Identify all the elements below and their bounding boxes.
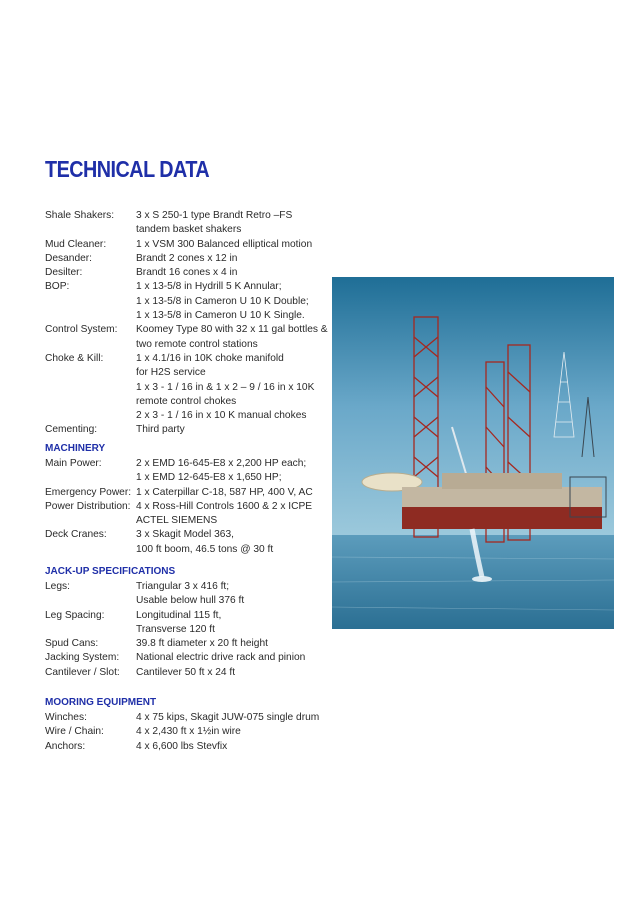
spec-row: [45, 725, 345, 739]
spec-value-line: 4 x 6,600 lbs Stevfix: [136, 740, 228, 752]
spec-value: [136, 711, 345, 725]
spec-label: Choke & Kill:: [45, 352, 104, 364]
section-heading-mooring: MOORING EQUIPMENT: [45, 697, 157, 708]
spec-value: [136, 651, 345, 665]
spec-value-line: Third party: [136, 424, 185, 436]
spec-label: Anchors:: [45, 740, 86, 752]
spec-value: [136, 528, 345, 557]
spec-value-line: 1 x Caterpillar C-18, 587 HP, 400 V, AC: [136, 486, 313, 498]
spec-row: [45, 651, 345, 665]
general-specs: [45, 209, 345, 438]
spec-value-line: 1 x 3 - 1 / 16 in & 1 x 2 – 9 / 16 in x 10K: [136, 381, 315, 393]
section-heading-jackup: JACK-UP SPECIFICATIONS: [45, 566, 176, 577]
spec-value: [136, 740, 345, 754]
rig-photo: [332, 277, 614, 629]
spec-value-line: 4 x 2,430 ft x 1½in wire: [136, 726, 241, 738]
spec-label: Mud Cleaner:: [45, 238, 107, 250]
spec-value: [136, 666, 345, 680]
spec-value-line: Brandt 2 cones x 12 in: [136, 252, 238, 264]
spec-value-line: 1 x EMD 12-645-E8 x 1,650 HP;: [136, 472, 282, 484]
spec-row: [45, 486, 345, 500]
spec-value: [136, 238, 345, 252]
spec-value-line: Cantilever 50 ft x 24 ft: [136, 666, 236, 678]
spec-value: [136, 266, 345, 280]
spec-value: [136, 725, 345, 739]
jackup-rig-image: [332, 277, 614, 629]
spec-row: [45, 423, 345, 437]
spec-value-line: 39.8 ft diameter x 20 ft height: [136, 638, 268, 650]
mooring-section: [45, 696, 345, 754]
spec-value-line: Triangular 3 x 416 ft;: [136, 581, 230, 592]
spec-row: [45, 280, 345, 323]
spec-label: Main Power:: [45, 458, 102, 469]
spec-row: [45, 238, 345, 252]
spec-value-line: two remote control stations: [136, 338, 258, 350]
spec-value-line: 3 x S 250-1 type Brandt Retro –FS: [136, 210, 293, 221]
spec-label: Legs:: [45, 581, 70, 592]
spec-value: [136, 637, 345, 651]
spec-value: [136, 500, 345, 529]
jackup-section: [45, 565, 345, 680]
section-heading-machinery: MACHINERY: [45, 443, 106, 454]
spec-label: Power Distribution:: [45, 500, 131, 512]
spec-label: BOP:: [45, 281, 70, 293]
spec-value-line: 1 x 13-5/8 in Hydrill 5 K Annular;: [136, 281, 282, 293]
spec-label: Cantilever / Slot:: [45, 666, 120, 678]
spec-value-line: Brandt 16 cones x 4 in: [136, 267, 238, 279]
spec-value: [136, 280, 345, 323]
spec-value: [136, 609, 345, 638]
spec-value-line: National electric drive rack and pinion: [136, 652, 306, 664]
spec-value-line: 4 x 75 kips, Skagit JUW-075 single drum: [136, 712, 320, 723]
spec-row: [45, 323, 345, 352]
spec-label: Cementing:: [45, 424, 98, 436]
spec-label: Desilter:: [45, 267, 83, 279]
spec-label: Emergency Power:: [45, 486, 132, 498]
spec-label: Control System:: [45, 324, 118, 336]
spec-value-line: 4 x Ross-Hill Controls 1600 & 2 x ICPE: [136, 500, 313, 512]
spec-label: Winches:: [45, 712, 87, 723]
spec-label: Wire / Chain:: [45, 726, 104, 738]
spec-label: Deck Cranes:: [45, 529, 107, 541]
spec-row: [45, 666, 345, 680]
spec-value-line: 3 x Skagit Model 363,: [136, 529, 234, 541]
spec-value-line: ACTEL SIEMENS: [136, 515, 218, 527]
machinery-section: [45, 442, 345, 557]
spec-value-line: remote control chokes: [136, 395, 237, 407]
spec-label: Leg Spacing:: [45, 609, 105, 621]
spec-value-line: 2 x 3 - 1 / 16 in x 10 K manual chokes: [136, 410, 307, 422]
spec-value: [136, 580, 345, 609]
spec-row: [45, 528, 345, 557]
spec-value: [136, 252, 345, 266]
spec-row: [45, 500, 345, 529]
spec-value: [136, 352, 345, 423]
spec-value-line: 1 x 4.1/16 in 10K choke manifold: [136, 352, 284, 364]
spec-row: [45, 637, 345, 651]
spec-value: [136, 209, 345, 238]
spec-value: [136, 323, 345, 352]
spec-value: [136, 486, 345, 500]
spec-value: [136, 423, 345, 437]
spec-value-line: tandem basket shakers: [136, 224, 242, 236]
spec-value-line: 1 x 13-5/8 in Cameron U 10 K Single.: [136, 310, 305, 322]
spec-label: Shale Shakers:: [45, 210, 115, 221]
spec-value-line: Usable below hull 376 ft: [136, 595, 245, 607]
spec-value-line: Longitudinal 115 ft,: [136, 609, 222, 621]
spec-value-line: for H2S service: [136, 367, 206, 379]
page-title: TECHNICAL DATA: [45, 156, 210, 182]
spec-value-line: 1 x VSM 300 Balanced elliptical motion: [136, 238, 313, 250]
spec-value: [136, 457, 345, 486]
spec-label: Jacking System:: [45, 652, 120, 664]
spec-row: [45, 457, 345, 486]
spec-row: [45, 209, 345, 238]
spec-row: [45, 580, 345, 609]
spec-row: [45, 252, 345, 266]
spec-label: Desander:: [45, 252, 93, 264]
spec-value-line: 1 x 13-5/8 in Cameron U 10 K Double;: [136, 295, 309, 307]
spec-row: [45, 740, 345, 754]
spec-row: [45, 266, 345, 280]
spec-row: [45, 352, 345, 423]
spec-label: Spud Cans:: [45, 638, 99, 650]
spec-value-line: 100 ft boom, 46.5 tons @ 30 ft: [136, 543, 274, 555]
spec-value-line: Koomey Type 80 with 32 x 11 gal bottles &: [136, 324, 328, 336]
spec-row: [45, 711, 345, 725]
spec-row: [45, 609, 345, 638]
spec-value-line: 2 x EMD 16-645-E8 x 2,200 HP each;: [136, 458, 307, 469]
spec-value-line: Transverse 120 ft: [136, 623, 215, 635]
